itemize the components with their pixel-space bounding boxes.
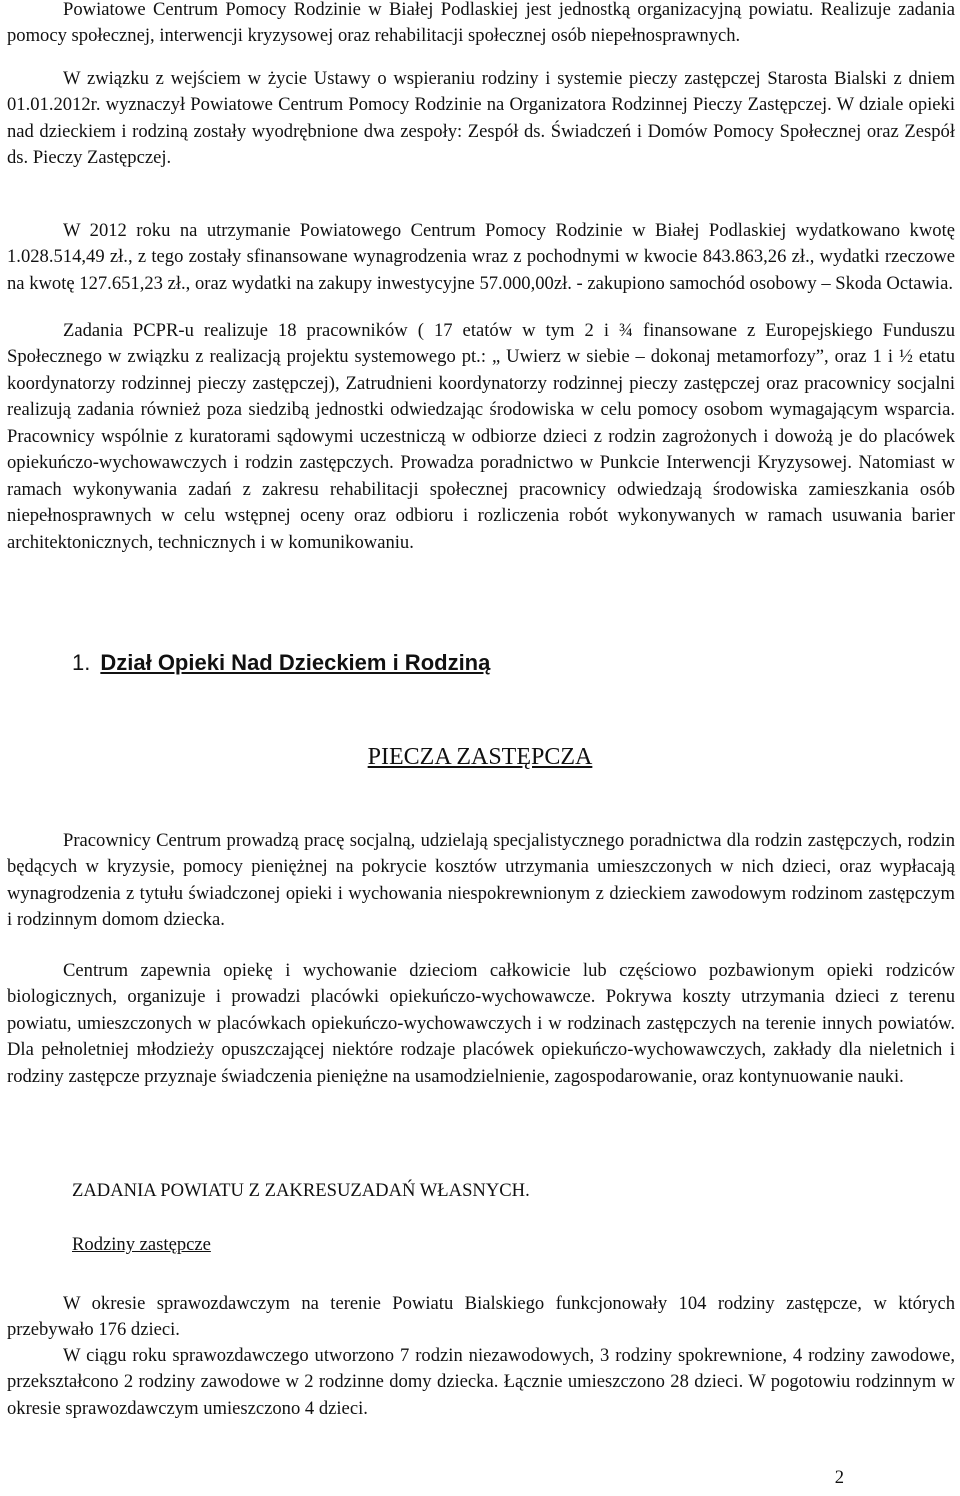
page-number: 2 [834, 1467, 844, 1488]
foster-paragraph-2: W ciągu roku sprawozdawczego utworzono 7 rodzin niezawodowych, 3 rodziny spokrewnione, 4 rodziny zawodowe, przekształcono 2 rodziny zawodowe w 2 rodzinne domy dziecka. Łącznie umieszczono 28 dzieci. W pogotowiu rodzinnym w okresie sprawozdawczym umieszczono 4 dzieci. [7, 1345, 955, 1419]
intro-paragraph-4: Zadania PCPR-u realizuje 18 pracowników ( 17 etatów w tym 2 i ¾ finansowane z Europejskiego Funduszu Społecznego w związku z realizacją projektu systemowego pt.: „ Uwierz w siebie – dokonaj metamorfozy”, oraz 1 i ½ etatu koordynatorzy rodzinnej pieczy zastępczej), Zatrudnieni koordynatorzy rodzinnej pieczy zastępczej oraz pracownicy socjalni realizują zadania również poza siedzibą jednostki odwiedzając środowiska w celu pomocy osobom wymagającym wsparcia. Pracownicy wspólnie z kuratorami sądowymi uczestniczą w odbiorze dzieci z rodzin zagrożonych i dowożą je do placówek opiekuńczo-wychowawczych i rodzin zastępczych. Prowadza poradnictwo w Punkcie Interwencji Kryzysowej. Natomiast w ramach wykonywania zadań z zakresu rehabilitacji społecznej pracownicy odwiedzają środowiska zamieszkania osób niepełnosprawnych w celu wstępnej oceny oraz odbioru i rozliczenia robót wykonywanych w ramach usuwania barier architektonicznych, technicznych i w komunikowaniu. [7, 320, 955, 553]
intro-paragraph-2: W związku z wejściem w życie Ustawy o wspieraniu rodziny i systemie pieczy zastępczej Starosta Bialski z dniem 01.01.2012r. wyznaczył Powiatowe Centrum Pomocy Rodzinie na Organizatora Rodzinnej Pieczy Zastępczej. W dziale opieki nad dzieckiem i rodziną zostały wyodrębnione dwa zespoły: Zespół ds. Świadczeń i Domów Pomocy Społecznej oraz Zespół ds. Pieczy Zastępczej. [7, 68, 955, 169]
body-paragraph-2: Centrum zapewnia opiekę i wychowanie dzieciom całkowicie lub częściowo pozbawionym opieki rodziców biologicznych, organizuje i prowadzi placówki opiekuńczo-wychowawcze. Pokrywa koszty utrzymania dzieci z terenu powiatu, umieszczonych w placówkach opiekuńczo-wychowawczych i w rodzinach zastępczych na terenie innych powiatów. Dla pełnoletniej młodzieży opuszczającej niektóre rodzaje placówek opiekuńczo-wychowawczych, zakłady dla nieletnich i rodziny zastępcze przyznaje świadczenia pieniężne na usamodzielnienie, zagospodarowanie, oraz kontynuowanie nauki. [7, 960, 955, 1087]
section-number: 1. [72, 650, 91, 675]
section-heading [72, 648, 490, 678]
foster-paragraph-1: W okresie sprawozdawczym na terenie Powiatu Bialskiego funkcjonowały 104 rodziny zastępcze, w których przebywało 176 dzieci. [7, 1293, 955, 1341]
body-paragraph-1: Pracownicy Centrum prowadzą pracę socjalną, udzielają specjalistycznego poradnictwa dla rodzin zastępczych, rodzin będących w kryzysie, pomocy pieniężnej na pokrycie kosztów utrzymania umieszczonych w nich dzieci, oraz wypłacają wynagrodzenia z tytułu świadczonej opieki i wychowania niespokrewnionym z dzieckiem zawodowym rodzinom zastępczym i rodzinnym domom dziecka. [7, 830, 955, 931]
subsection-title: Rodziny zastępcze [72, 1234, 211, 1255]
tasks-heading: ZADANIA POWIATU Z ZAKRESUZADAŃ WŁASNYCH. [72, 1180, 530, 1201]
section-title: Dział Opieki Nad Dzieckiem i Rodziną [100, 650, 491, 675]
main-title: PIECZA ZASTĘPCZA [367, 744, 593, 770]
intro-paragraph-3: W 2012 roku na utrzymanie Powiatowego Centrum Pomocy Rodzinie w Białej Podlaskiej wydatkowano kwotę 1.028.514,49 zł., z tego zostały sfinansowane wynagrodzenia wraz z pochodnymi w kwocie 843.863,26 zł., wydatki rzeczowe na kwotę 127.651,23 zł., oraz wydatki na zakupy inwestycyjne 57.000,00zł. - zakupiono samochód osobowy – Skoda Octawia. [7, 220, 955, 294]
intro-paragraph-1: Powiatowe Centrum Pomocy Rodzinie w Białej Podlaskiej jest jednostką organizacyjną powiatu. Realizuje zadania pomocy społecznej, interwencji kryzysowej oraz rehabilitacji społecznej osób niepełnosprawnych. [7, 0, 955, 47]
